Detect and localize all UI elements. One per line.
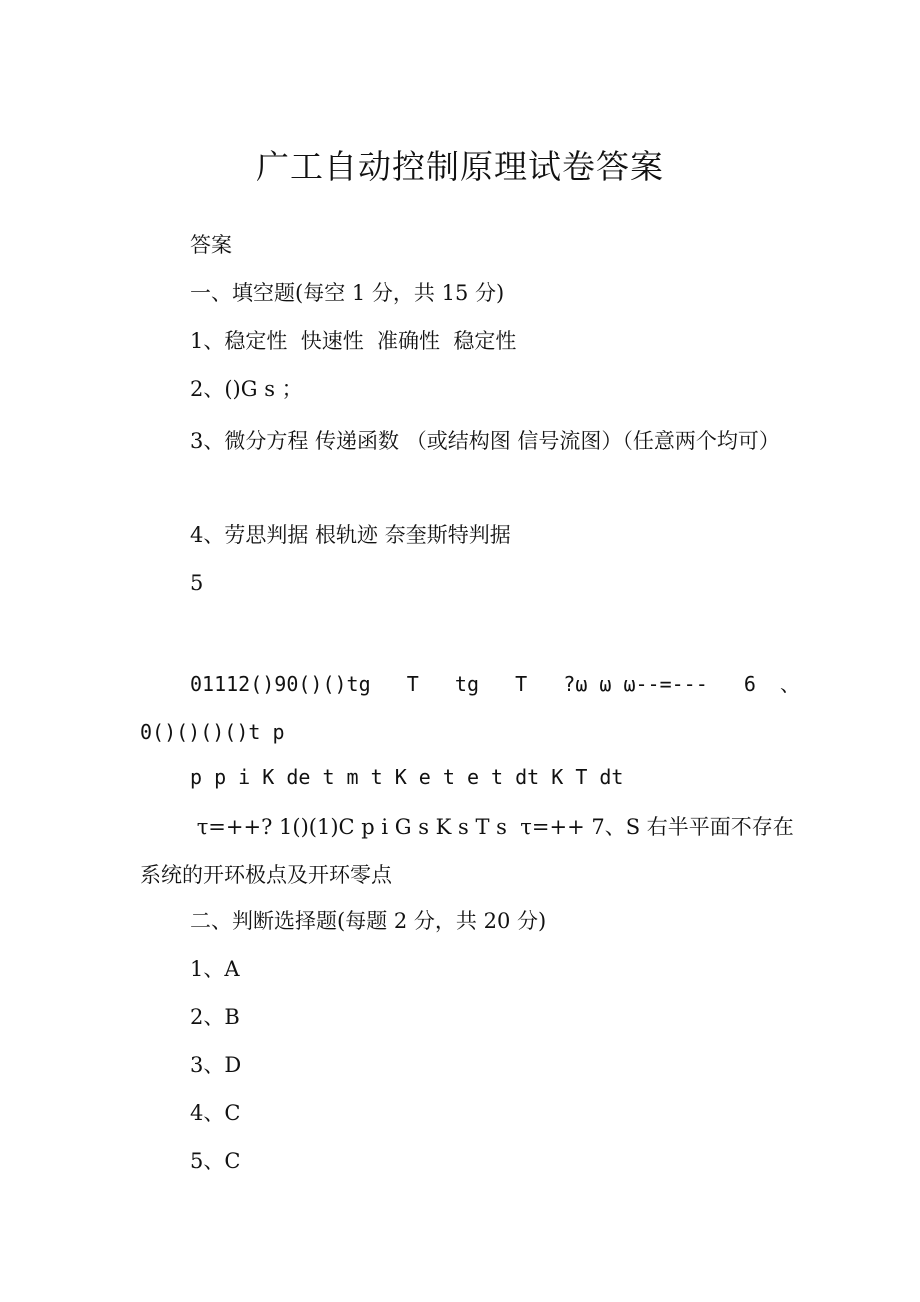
- choice-answer-1: 1、A: [190, 957, 240, 981]
- choice-answer-4: 4、C: [190, 1101, 241, 1125]
- choice-answer-3: 3、D: [190, 1053, 242, 1077]
- answer-label: 答案: [190, 233, 232, 257]
- choice-answer-5: 5、C: [190, 1149, 241, 1173]
- fill-blank-answer-3: 3、微分方程 传递函数 （或结构图 信号流图）（任意两个均可）: [190, 429, 780, 453]
- section2-heading: 二、判断选择题(每题 2 分，共 20 分): [190, 909, 547, 933]
- fill-blank-answer-1: 1、稳定性 快速性 准确性 稳定性: [190, 329, 517, 353]
- formula-line-2: p p i K de t m t K e t e t dt K T dt: [190, 765, 624, 789]
- formula-line-3: τ=++? 1()(1)C p i G s K s T s τ=++ 7、S 右半平面不存在系统的开环极点及开环零点: [140, 815, 794, 887]
- choice-answer-2: 2、B: [190, 1005, 240, 1029]
- fill-blank-answer-4: 4、劳思判据 根轨迹 奈奎斯特判据: [190, 523, 511, 547]
- fill-blank-answer-2: 2、()G s ；: [190, 377, 303, 401]
- page-title: 广工自动控制原理试卷答案: [256, 147, 664, 186]
- fill-blank-answer-5: 5: [190, 571, 204, 595]
- formula-line-1: 01112()90()()tg T tg T ?ω ω ω--=--- 6 、 0()()()()t p: [140, 672, 813, 744]
- section1-heading: 一、填空题(每空 1 分，共 15 分): [190, 281, 505, 305]
